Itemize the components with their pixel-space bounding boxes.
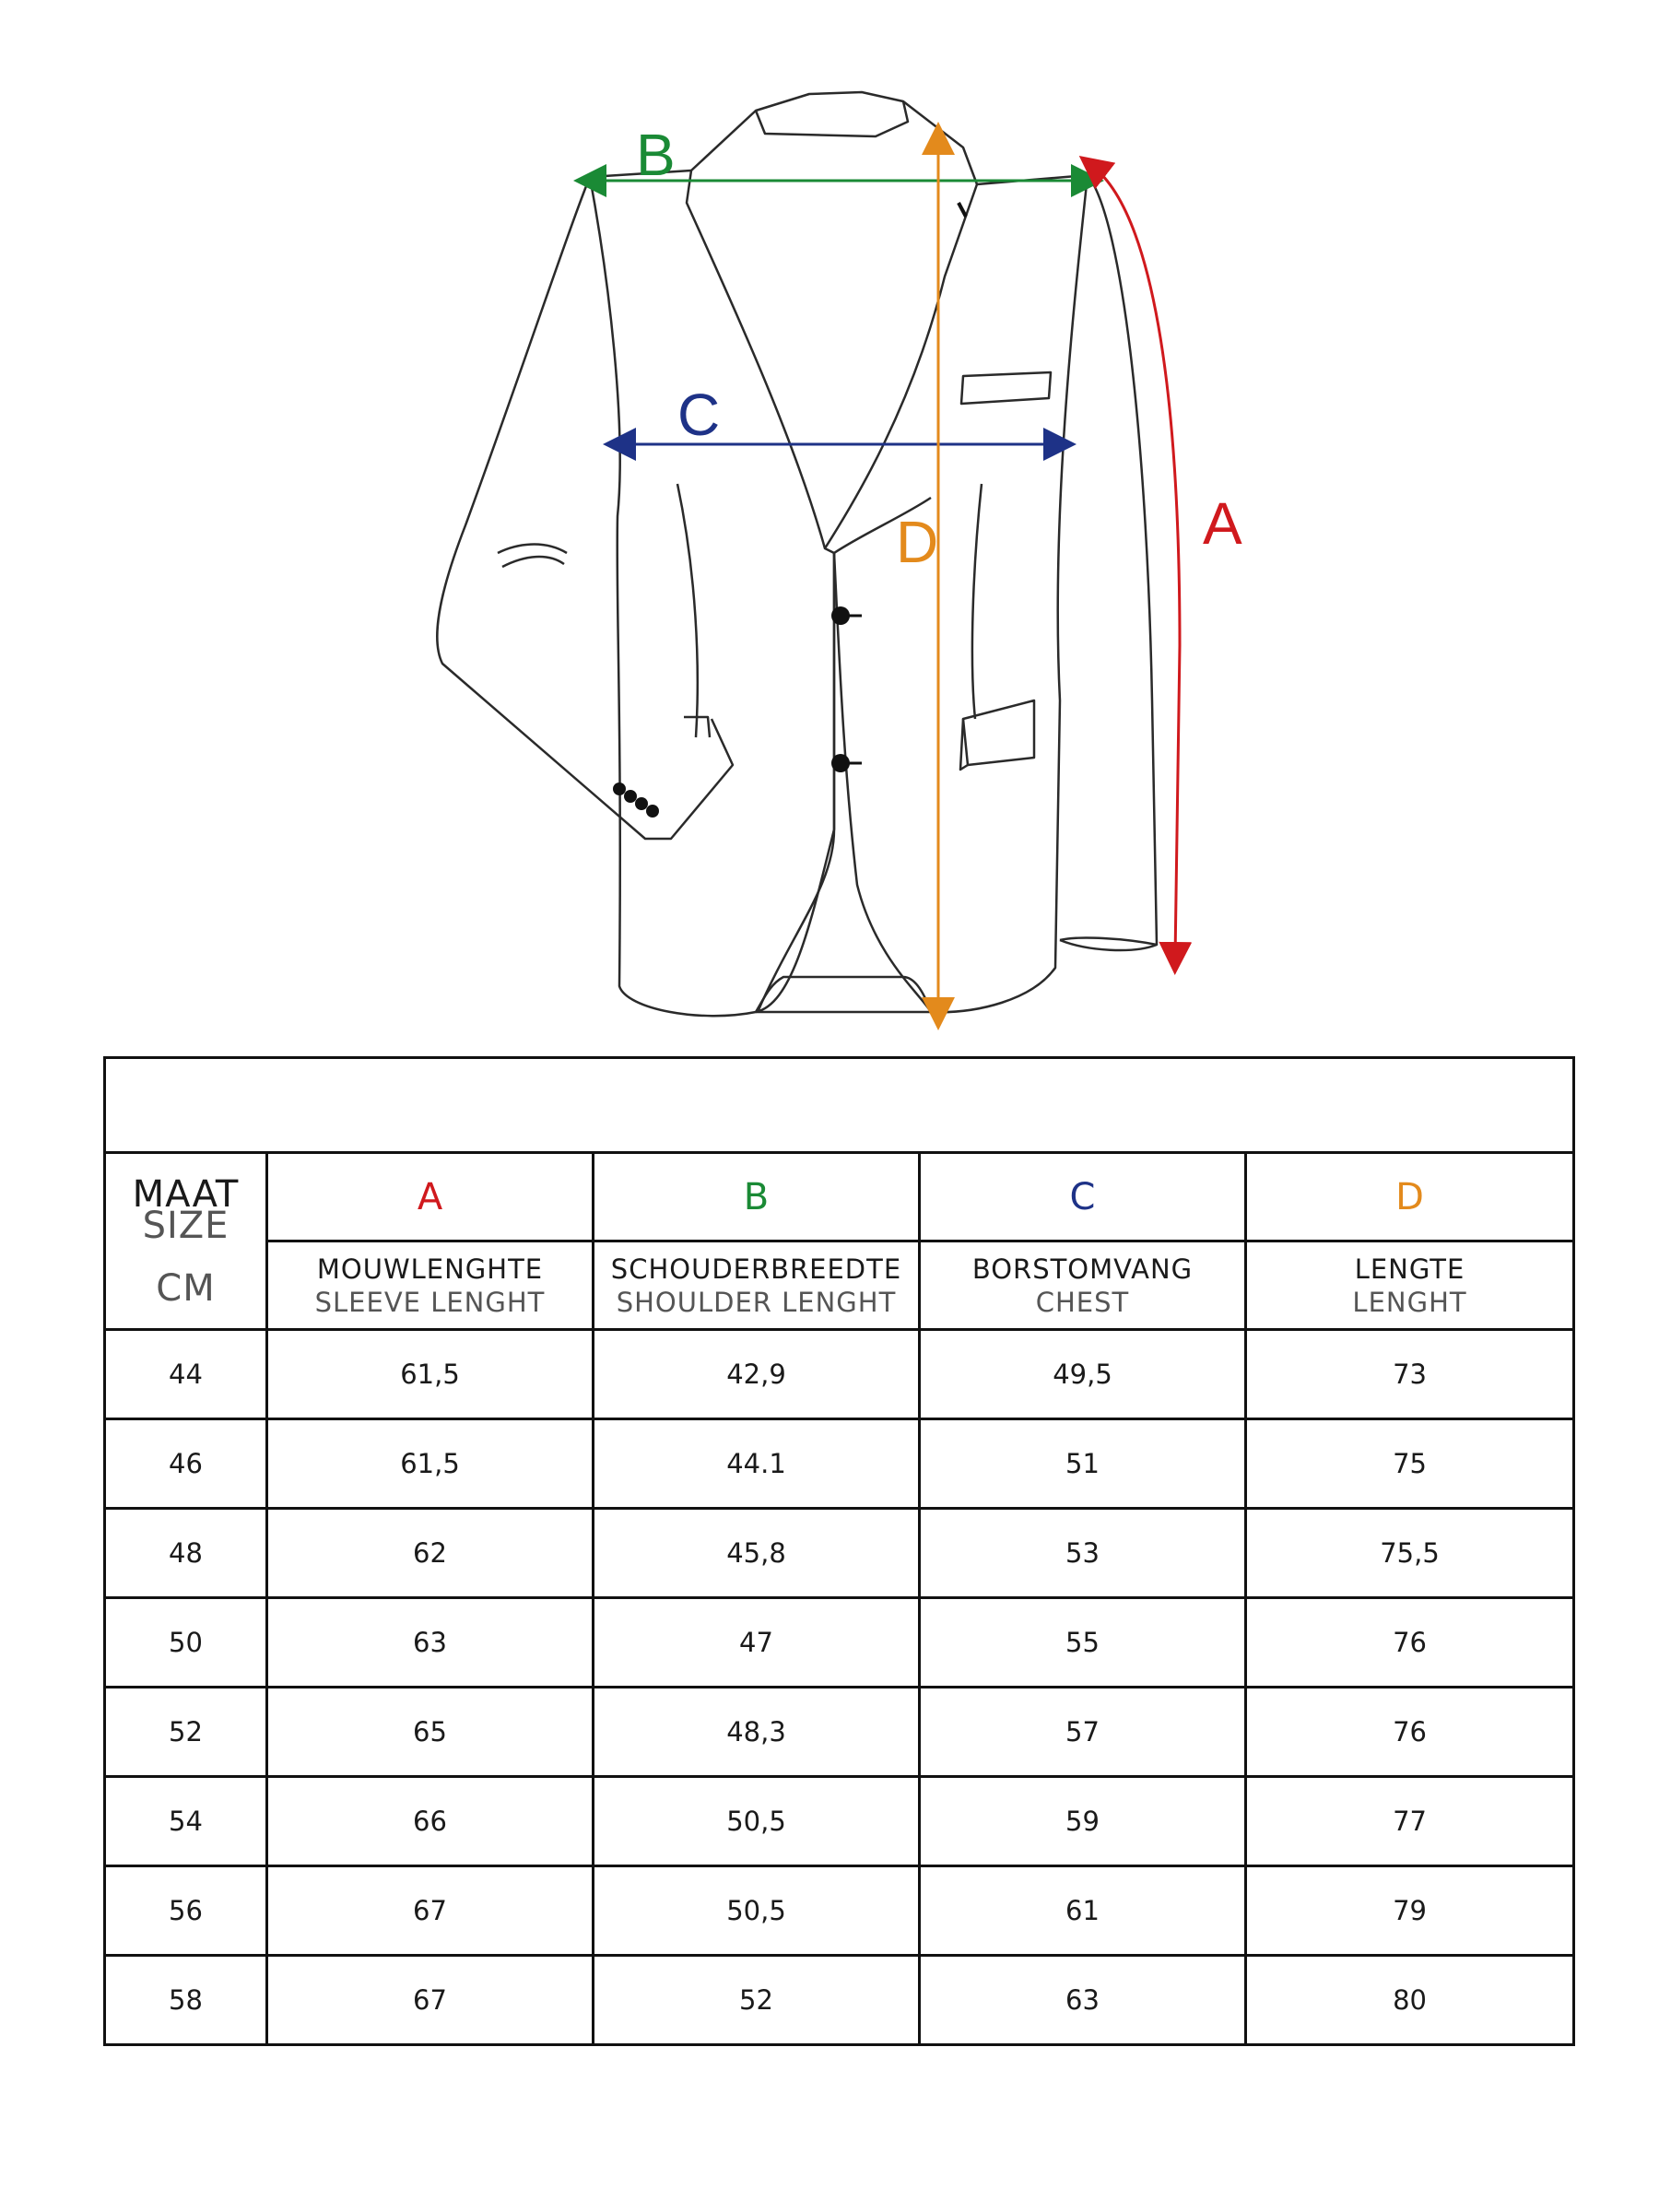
size-header-en: SIZE: [142, 1204, 229, 1247]
chest-cell: 49,5: [920, 1330, 1246, 1419]
length-cell: 76: [1246, 1688, 1574, 1777]
column-letter-a: A: [267, 1153, 594, 1241]
length-cell: 79: [1246, 1866, 1574, 1956]
column-name-d: [1246, 1241, 1574, 1330]
sleeve-cell: 63: [267, 1598, 594, 1688]
chest-cell: 59: [920, 1777, 1246, 1866]
size-cell: 44: [105, 1330, 267, 1419]
chest-cell: 57: [920, 1688, 1246, 1777]
table-row: [105, 1598, 1574, 1688]
measure-b-label: B: [636, 122, 676, 188]
column-name-d-en: LENGHT: [1352, 1286, 1467, 1318]
table-row: [105, 1866, 1574, 1956]
length-cell: 73: [1246, 1330, 1574, 1419]
table-title: [105, 1058, 1574, 1153]
table-row: [105, 1509, 1574, 1598]
chest-cell: 55: [920, 1598, 1246, 1688]
shoulder-cell: 52: [594, 1956, 920, 2045]
size-cell: 58: [105, 1956, 267, 2045]
length-cell: 75: [1246, 1419, 1574, 1509]
size-cell: 46: [105, 1419, 267, 1509]
table-row: [105, 1777, 1574, 1866]
size-cell: 48: [105, 1509, 267, 1598]
column-name-a-nl: MOUWLENGHTE: [316, 1253, 544, 1285]
sleeve-cell: 65: [267, 1688, 594, 1777]
size-header-unit: CM: [156, 1266, 216, 1310]
column-name-b-nl: SCHOUDERBREEDTE: [610, 1253, 902, 1285]
table-row: [105, 1956, 1574, 2045]
shoulder-cell: 42,9: [594, 1330, 920, 1419]
chest-cell: 51: [920, 1419, 1246, 1509]
measure-d-line: [896, 138, 938, 1014]
length-cell: 75,5: [1246, 1509, 1574, 1598]
sleeve-cell: 66: [267, 1777, 594, 1866]
measure-b-line: [590, 122, 1088, 188]
length-cell: 80: [1246, 1956, 1574, 2045]
measure-a-line: [1092, 166, 1242, 959]
size-header-cell: [105, 1153, 267, 1330]
column-name-d-nl: LENGTE: [1354, 1253, 1465, 1285]
measure-c-line: [619, 382, 1060, 448]
column-name-c-nl: BORSTOMVANG: [971, 1253, 1194, 1285]
column-name-a-en: SLEEVE LENGHT: [314, 1286, 546, 1318]
table-row: [105, 1330, 1574, 1419]
shoulder-cell: 47: [594, 1598, 920, 1688]
column-name-c: [920, 1241, 1246, 1330]
column-letter-b: B: [594, 1153, 920, 1241]
sleeve-cell: 62: [267, 1509, 594, 1598]
sleeve-cell: 67: [267, 1956, 594, 2045]
table-row: [105, 1688, 1574, 1777]
measure-c-label: C: [677, 382, 721, 448]
shoulder-cell: 48,3: [594, 1688, 920, 1777]
chest-cell: 53: [920, 1509, 1246, 1598]
table-row: [105, 1419, 1574, 1509]
shoulder-cell: 50,5: [594, 1866, 920, 1956]
blazer-outline: [437, 92, 1157, 1016]
sleeve-cell: 61,5: [267, 1330, 594, 1419]
size-cell: 52: [105, 1688, 267, 1777]
size-cell: 56: [105, 1866, 267, 1956]
size-chart-table: [103, 1056, 1575, 2046]
column-name-b-en: SHOULDER LENGHT: [616, 1286, 897, 1318]
measure-a-label: A: [1203, 490, 1242, 557]
column-letter-c: C: [920, 1153, 1246, 1241]
shoulder-cell: 50,5: [594, 1777, 920, 1866]
size-cell: 50: [105, 1598, 267, 1688]
measure-d-label: D: [896, 509, 939, 575]
chest-cell: 61: [920, 1866, 1246, 1956]
column-name-b: [594, 1241, 920, 1330]
column-letter-d: D: [1246, 1153, 1574, 1241]
blazer-measurement-diagram: [0, 0, 1659, 1051]
size-cell: 54: [105, 1777, 267, 1866]
chest-cell: 63: [920, 1956, 1246, 2045]
column-name-c-en: CHEST: [1035, 1286, 1130, 1318]
shoulder-cell: 45,8: [594, 1509, 920, 1598]
column-name-a: [267, 1241, 594, 1330]
shoulder-cell: 44.1: [594, 1419, 920, 1509]
size-header-nl: MAAT: [132, 1172, 240, 1216]
length-cell: 77: [1246, 1777, 1574, 1866]
length-cell: 76: [1246, 1598, 1574, 1688]
sleeve-cell: 67: [267, 1866, 594, 1956]
sleeve-cell: 61,5: [267, 1419, 594, 1509]
